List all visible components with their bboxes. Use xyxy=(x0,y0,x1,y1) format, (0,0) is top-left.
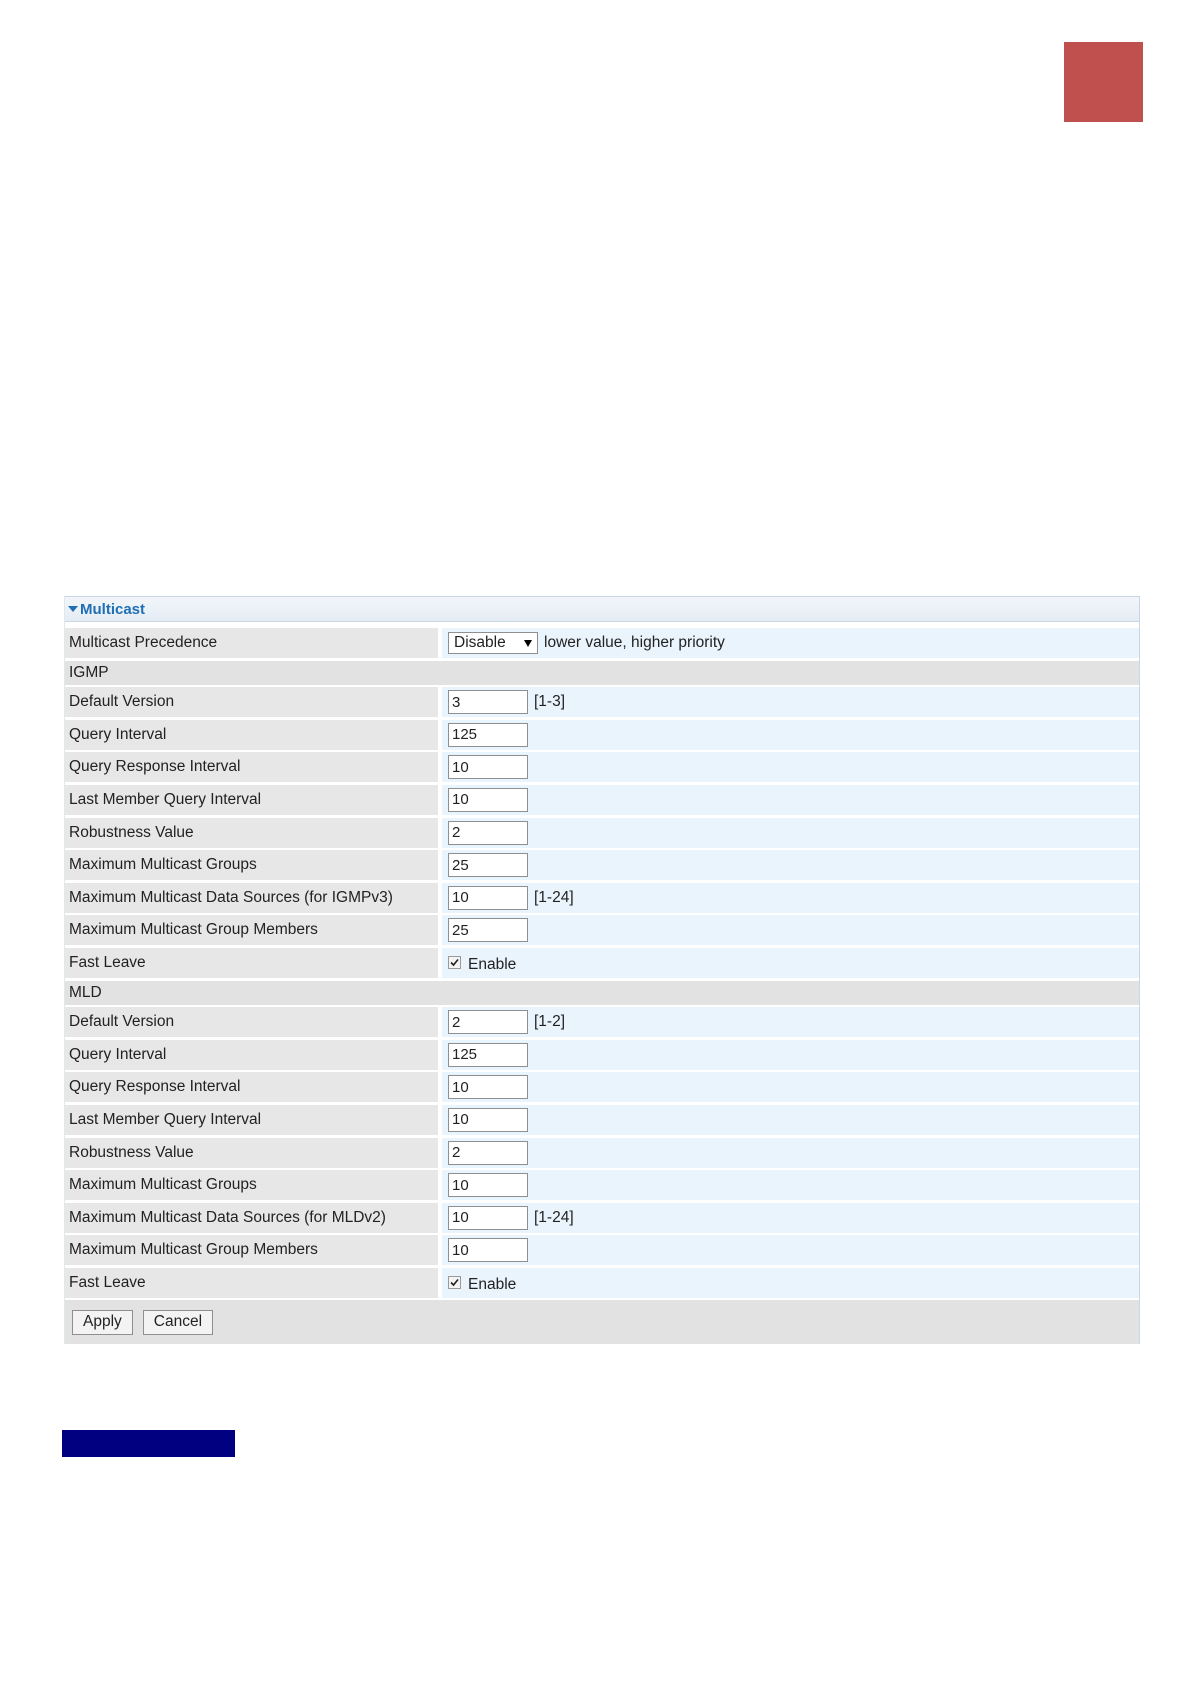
precedence-row xyxy=(65,628,1139,658)
igmp-field-input[interactable] xyxy=(448,853,528,877)
caret-down-icon xyxy=(68,606,78,612)
mld-field-label: Maximum Multicast Groups xyxy=(65,1170,438,1200)
igmp-field-input[interactable] xyxy=(448,886,528,910)
panel-title: Multicast xyxy=(80,600,146,618)
igmp-row xyxy=(65,752,1139,782)
mld-row xyxy=(65,1235,1139,1265)
igmp-row xyxy=(65,883,1139,913)
mld-row xyxy=(65,1203,1139,1233)
mld-field-input[interactable] xyxy=(448,1141,528,1165)
mld-field-label: Query Response Interval xyxy=(65,1072,438,1102)
mld-row xyxy=(65,1007,1139,1037)
checkmark-icon xyxy=(450,1278,459,1287)
corner-color-block xyxy=(1064,42,1143,122)
igmp-field-label: Robustness Value xyxy=(65,818,438,848)
mld-section-header: MLD xyxy=(65,981,1139,1005)
mld-row xyxy=(65,1170,1139,1200)
igmp-row xyxy=(65,720,1139,750)
mld-field-input[interactable] xyxy=(448,1075,528,1099)
mld-field-range-hint: [1-2] xyxy=(534,1013,566,1031)
checkmark-icon xyxy=(450,958,459,967)
dropdown-arrow-icon xyxy=(524,640,532,647)
igmp-fast-leave-checkbox[interactable] xyxy=(448,956,461,969)
igmp-row xyxy=(65,818,1139,848)
mld-fast-leave-label: Fast Leave xyxy=(65,1268,438,1298)
panel-header[interactable] xyxy=(65,596,1139,622)
mld-row xyxy=(65,1072,1139,1102)
mld-row xyxy=(65,1040,1139,1070)
igmp-field-label: Last Member Query Interval xyxy=(65,785,438,815)
igmp-field-input[interactable] xyxy=(448,918,528,942)
mld-field-input[interactable] xyxy=(448,1108,528,1132)
mld-field-input[interactable] xyxy=(448,1043,528,1067)
mld-fast-leave-row xyxy=(65,1268,1139,1298)
igmp-row xyxy=(65,850,1139,880)
mld-fast-leave-checkbox[interactable] xyxy=(448,1276,461,1289)
mld-field-label: Last Member Query Interval xyxy=(65,1105,438,1135)
igmp-field-label: Maximum Multicast Data Sources (for IGMPv3) xyxy=(65,883,438,913)
igmp-row xyxy=(65,687,1139,717)
mld-field-input[interactable] xyxy=(448,1238,528,1262)
apply-button[interactable]: Apply xyxy=(72,1310,133,1335)
igmp-field-label: Query Interval xyxy=(65,720,438,750)
mld-row xyxy=(65,1138,1139,1168)
igmp-field-label: Maximum Multicast Group Members xyxy=(65,915,438,945)
igmp-row xyxy=(65,785,1139,815)
button-bar xyxy=(65,1300,1139,1344)
igmp-field-range-hint: [1-3] xyxy=(534,693,566,711)
cancel-button[interactable]: Cancel xyxy=(143,1310,213,1335)
mld-field-label: Default Version xyxy=(65,1007,438,1037)
multicast-panel xyxy=(64,596,1140,1344)
mld-field-input[interactable] xyxy=(448,1010,528,1034)
igmp-section-header: IGMP xyxy=(65,661,1139,685)
mld-field-input[interactable] xyxy=(448,1173,528,1197)
precedence-selected: Disable xyxy=(454,634,506,651)
mld-field-label: Query Interval xyxy=(65,1040,438,1070)
igmp-field-range-hint: [1-24] xyxy=(534,888,574,906)
igmp-field-input[interactable] xyxy=(448,723,528,747)
igmp-fast-leave-enable-label: Enable xyxy=(468,955,517,973)
igmp-fast-leave-label: Fast Leave xyxy=(65,948,438,978)
mld-field-label: Robustness Value xyxy=(65,1138,438,1168)
igmp-fast-leave-row xyxy=(65,948,1139,978)
igmp-row xyxy=(65,915,1139,945)
mld-field-range-hint: [1-24] xyxy=(534,1208,574,1226)
mld-fast-leave-enable-label: Enable xyxy=(468,1275,517,1293)
mld-field-input[interactable] xyxy=(448,1206,528,1230)
igmp-field-label: Maximum Multicast Groups xyxy=(65,850,438,880)
precedence-note: lower value, higher priority xyxy=(544,634,725,651)
mld-field-label: Maximum Multicast Group Members xyxy=(65,1235,438,1265)
igmp-field-input[interactable] xyxy=(448,821,528,845)
igmp-field-input[interactable] xyxy=(448,788,528,812)
precedence-label: Multicast Precedence xyxy=(65,628,438,658)
igmp-field-input[interactable] xyxy=(448,690,528,714)
bottom-color-bar xyxy=(62,1430,235,1457)
igmp-field-input[interactable] xyxy=(448,755,528,779)
igmp-field-label: Query Response Interval xyxy=(65,752,438,782)
igmp-field-label: Default Version xyxy=(65,687,438,717)
precedence-select[interactable] xyxy=(448,632,538,654)
mld-row xyxy=(65,1105,1139,1135)
mld-field-label: Maximum Multicast Data Sources (for MLDv2) xyxy=(65,1203,438,1233)
